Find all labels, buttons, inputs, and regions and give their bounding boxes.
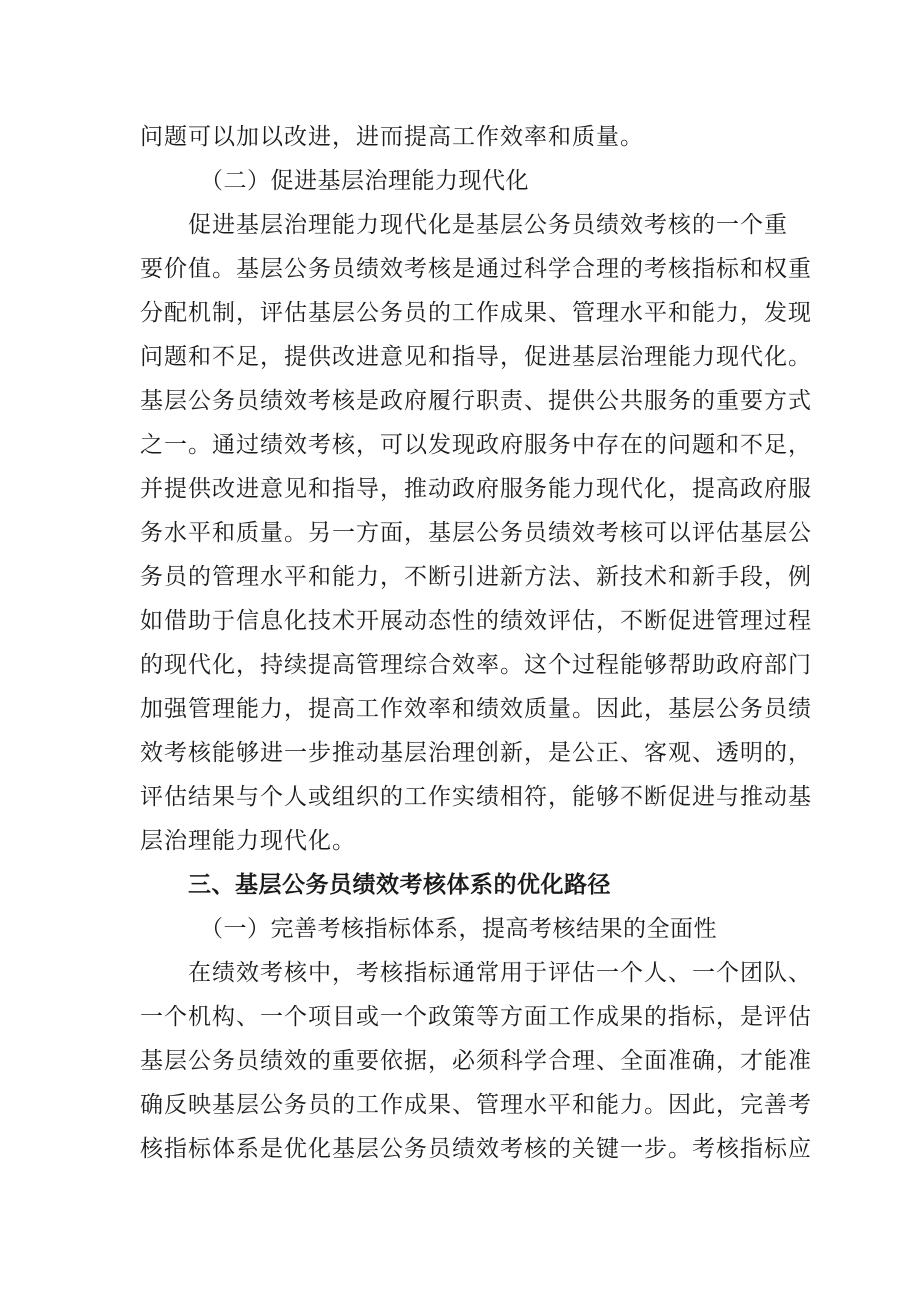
paragraph-line: 的现代化，持续提高管理综合效率。这个过程能够帮助政府部门 [140, 652, 812, 678]
subsection-heading: （一）完善考核指标体系，提高考核结果的全面性 [200, 916, 717, 942]
paragraph-line: 层治理能力现代化。 [140, 828, 356, 854]
section-heading: 三、基层公务员绩效考核体系的优化路径 [188, 872, 611, 898]
paragraph-line: 核指标体系是优化基层公务员绩效考核的关键一步。考核指标应 [140, 1136, 812, 1162]
paragraph-line: 评估结果与个人或组织的工作实绩相符，能够不断促进与推动基 [140, 784, 812, 810]
paragraph-line: 要价值。基层公务员绩效考核是通过科学合理的考核指标和权重 [140, 256, 812, 282]
paragraph-line: 效考核能够进一步推动基层治理创新，是公正、客观、透明的， [140, 740, 812, 766]
paragraph-line: 确反映基层公务员的工作成果、管理水平和能力。因此，完善考 [140, 1092, 812, 1118]
paragraph-line: 并提供改进意见和指导，推动政府服务能力现代化，提高政府服 [140, 476, 812, 502]
paragraph-line: 之一。通过绩效考核，可以发现政府服务中存在的问题和不足， [140, 432, 812, 458]
subsection-heading: （二）促进基层治理能力现代化 [200, 168, 529, 194]
paragraph-line: 务员的管理水平和能力，不断引进新方法、新技术和新手段，例 [140, 564, 812, 590]
paragraph-line: 问题可以加以改进，进而提高工作效率和质量。 [140, 124, 644, 150]
paragraph-line: 基层公务员绩效的重要依据，必须科学合理、全面准确，才能准 [140, 1048, 812, 1074]
paragraph-line: 在绩效考核中，考核指标通常用于评估一个人、一个团队、 [188, 960, 812, 986]
paragraph-line: 问题和不足，提供改进意见和指导，促进基层治理能力现代化。 [140, 344, 812, 370]
paragraph-line: 分配机制，评估基层公务员的工作成果、管理水平和能力，发现 [140, 300, 812, 326]
paragraph-line: 加强管理能力，提高工作效率和绩效质量。因此，基层公务员绩 [140, 696, 812, 722]
paragraph-line: 一个机构、一个项目或一个政策等方面工作成果的指标，是评估 [140, 1004, 812, 1030]
paragraph-line: 务水平和质量。另一方面，基层公务员绩效考核可以评估基层公 [140, 520, 812, 546]
paragraph-line: 促进基层治理能力现代化是基层公务员绩效考核的一个重 [188, 212, 788, 238]
paragraph-line: 基层公务员绩效考核是政府履行职责、提供公共服务的重要方式 [140, 388, 812, 414]
paragraph-line: 如借助于信息化技术开展动态性的绩效评估，不断促进管理过程 [140, 608, 812, 634]
